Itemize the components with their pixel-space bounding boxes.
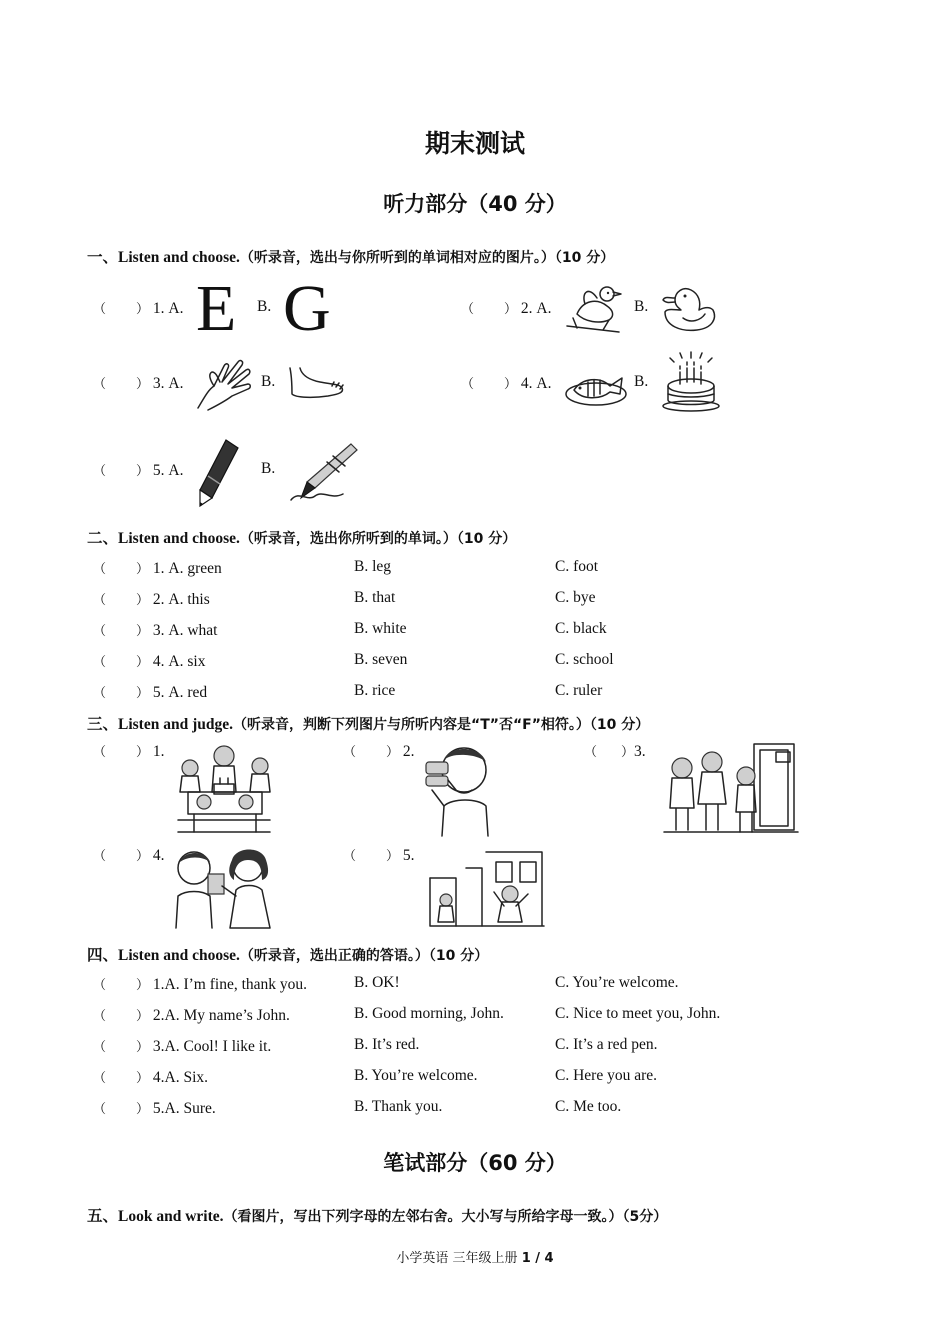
s1-item-1-b: B. xyxy=(257,298,272,315)
section-3-heading: 三、Listen and judge.（听录音，判断下列图片与所听内容是“T”否“F”相符。）（10 分） xyxy=(87,716,650,733)
answer-paren: （ ） 4.A. Six. xyxy=(93,1069,209,1086)
option-a: 3. A. what xyxy=(152,622,218,639)
children-door-picture xyxy=(664,742,798,836)
option-b: B. Good morning, John. xyxy=(354,1005,504,1022)
page-number: 1 / 4 xyxy=(521,1251,554,1266)
s1-item-5: （ ） 5. A. xyxy=(93,462,184,479)
s3-item-3: （ ）3. xyxy=(584,743,646,760)
option-c: C. foot xyxy=(555,558,599,575)
option-c: C. It’s a red pen. xyxy=(555,1036,658,1053)
boy-girl-book-picture xyxy=(170,846,276,928)
s1-item-5-b: B. xyxy=(261,460,276,477)
section-1-heading: 一、Listen and choose.（听录音，选出与你所听到的单词相对应的图片。）（10 分） xyxy=(87,249,615,266)
s3-item-1: （ ） 1. xyxy=(93,743,165,760)
option-b: B. It’s red. xyxy=(354,1036,420,1053)
option-a: 4.A. Six. xyxy=(152,1069,209,1086)
foot-icon xyxy=(286,364,346,402)
bird-icon xyxy=(563,280,625,334)
option-a: 3.A. Cool! I like it. xyxy=(152,1038,272,1055)
option-b: B. You’re welcome. xyxy=(354,1067,478,1084)
s1-item-1: （ ） 1. A. xyxy=(93,300,184,317)
answer-paren: （ ） 2. A. this xyxy=(93,591,210,608)
section-2-heading: 二、Listen and choose.（听录音，选出你所听到的单词。）（10 分） xyxy=(87,530,517,547)
s1-item-2: （ ） 2. A. xyxy=(461,300,552,317)
option-b: B. leg xyxy=(354,558,392,575)
option-c: C. school xyxy=(555,651,614,668)
answer-paren: （ ） 3.A. Cool! I like it. xyxy=(93,1038,272,1055)
page-title: 期末测试 xyxy=(424,129,525,158)
answer-paren: （ ） 1.A. I’m fine, thank you. xyxy=(93,976,308,993)
answer-paren: （ ） 5.A. Sure. xyxy=(93,1100,216,1117)
option-a: 2. A. this xyxy=(152,591,210,608)
s1-item-4: （ ） 4. A. xyxy=(461,375,552,392)
listening-part-title: 听力部分（40 分） xyxy=(383,192,567,216)
s3-item-5: （ ） 5. xyxy=(343,847,415,864)
birthday-party-picture xyxy=(170,740,278,836)
option-b: B. OK! xyxy=(354,974,400,991)
s1-item-2-b: B. xyxy=(634,298,649,315)
s3-item-2: （ ） 2. xyxy=(343,743,415,760)
page-footer: 小学英语 三年级上册 1 / 4 xyxy=(396,1251,554,1266)
option-c: C. Me too. xyxy=(555,1098,622,1115)
pencil-icon xyxy=(196,436,242,508)
pen-icon xyxy=(287,440,359,504)
section-5-heading: 五、Look and write.（看图片，写出下列字母的左邻右舍。大小写与所给字母一致。）（5分） xyxy=(87,1208,668,1225)
option-c: C. You’re welcome. xyxy=(555,974,679,991)
s1-item-4-b: B. xyxy=(634,373,649,390)
option-b: B. that xyxy=(354,589,396,606)
answer-paren: （ ） 4. A. six xyxy=(93,653,206,670)
boy-binoculars-picture xyxy=(422,740,500,836)
option-a: 4. A. six xyxy=(152,653,206,670)
option-a: 5. A. red xyxy=(152,684,208,701)
option-c: C. Nice to meet you, John. xyxy=(555,1005,721,1022)
s1-item-3: （ ） 3. A. xyxy=(93,375,184,392)
option-b: B. rice xyxy=(354,682,396,699)
section-4-heading: 四、Listen and choose.（听录音，选出正确的答语。）（10 分） xyxy=(87,947,489,964)
option-b: B. white xyxy=(354,620,407,637)
option-a: 1.A. I’m fine, thank you. xyxy=(152,976,308,993)
option-a: 2.A. My name’s John. xyxy=(152,1007,290,1024)
option-a: 1. A. green xyxy=(152,560,222,577)
letter-e-picture: E xyxy=(196,272,237,345)
option-c: C. Here you are. xyxy=(555,1067,657,1084)
s1-item-3-b: B. xyxy=(261,373,276,390)
answer-paren: （ ） 2.A. My name’s John. xyxy=(93,1007,290,1024)
cake-icon xyxy=(660,350,722,412)
answer-paren: （ ） 3. A. what xyxy=(93,622,218,639)
answer-paren: （ ） 1. A. green xyxy=(93,560,222,577)
hand-icon xyxy=(194,358,254,412)
letter-g-picture: G xyxy=(283,272,331,345)
girl-school-picture xyxy=(426,848,546,928)
writing-part-title: 笔试部分（60 分） xyxy=(383,1151,567,1175)
option-b: B. Thank you. xyxy=(354,1098,443,1115)
s3-item-4: （ ） 4. xyxy=(93,847,165,864)
option-c: C. bye xyxy=(555,589,596,606)
option-c: C. black xyxy=(555,620,607,637)
fish-icon xyxy=(564,368,628,408)
duck-icon xyxy=(659,276,719,334)
option-c: C. ruler xyxy=(555,682,603,699)
answer-paren: （ ） 5. A. red xyxy=(93,684,208,701)
option-b: B. seven xyxy=(354,651,408,668)
option-a: 5.A. Sure. xyxy=(152,1100,216,1117)
